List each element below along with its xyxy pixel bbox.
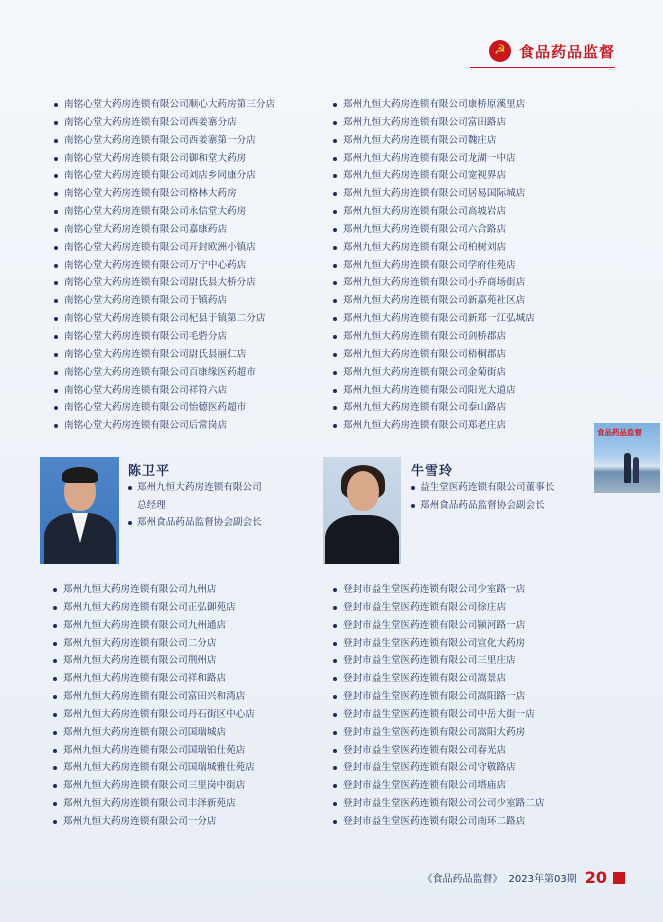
profile-title-item: 总经理 — [137, 499, 166, 511]
store-list-item — [53, 759, 255, 777]
store-name: 登封市益生堂医药连锁有限公司中岳大街一店 — [343, 708, 535, 720]
store-name: 登封市益生堂医药连锁有限公司春光店 — [343, 744, 507, 756]
store-list-item — [53, 777, 255, 795]
store-list-item — [54, 328, 275, 346]
portrait-face — [347, 471, 379, 511]
portrait-photo-niu — [323, 457, 401, 564]
store-list-item — [54, 239, 275, 257]
profile-titles-chen — [128, 479, 262, 532]
store-list-item — [333, 364, 535, 382]
store-name: 郑州九恒大药房连锁有限公司郑老庄店 — [343, 420, 507, 432]
store-list-item — [53, 635, 255, 653]
store-list-item — [53, 795, 255, 813]
store-list-item — [333, 742, 544, 760]
store-list-item — [333, 310, 535, 328]
store-list-item — [54, 346, 275, 364]
store-list-item — [333, 652, 544, 670]
store-name: 郑州九恒大药房连锁有限公司学府佳苑店 — [343, 259, 516, 271]
store-name: 登封市益生堂医药连锁有限公司宣化大药房 — [343, 637, 526, 649]
store-list-item — [333, 257, 535, 275]
store-name: 南铭心堂大药房连锁有限公司西姜寨分店 — [64, 116, 237, 128]
store-list-item — [53, 742, 255, 760]
store-name: 南铭心堂大药房连锁有限公司后常岗店 — [64, 420, 228, 432]
store-name: 登封市益生堂医药连锁有限公司徐庄店 — [343, 601, 507, 613]
store-name: 郑州九恒大药房连锁有限公司九州通店 — [63, 619, 227, 631]
store-list-item — [54, 132, 275, 150]
store-list-item — [333, 599, 544, 617]
profile-title-item: 郑州九恒大药房连锁有限公司 — [128, 479, 262, 497]
header-title: 食品药品监督 — [518, 42, 615, 61]
store-list-item — [333, 132, 535, 150]
store-list-item — [333, 150, 535, 168]
store-name: 登封市益生堂医药连锁有限公司南环二路店 — [343, 815, 526, 827]
store-list-item — [333, 167, 535, 185]
store-list-item — [54, 257, 275, 275]
store-list-item — [54, 382, 275, 400]
store-list-item — [53, 688, 255, 706]
store-list-item — [333, 221, 535, 239]
page-marker-square — [613, 872, 625, 884]
store-list-item — [54, 96, 275, 114]
store-name: 郑州九恒大药房连锁有限公司国瑞城店 — [63, 726, 227, 738]
header-divider — [470, 67, 615, 68]
store-list-item — [54, 114, 275, 132]
thumbnail-title: 食品药品监督 — [597, 428, 642, 437]
store-list-item — [333, 185, 535, 203]
store-name: 南铭心堂大药房连锁有限公司于镇药店 — [64, 295, 228, 307]
store-name: 南铭心堂大药房连锁有限公司顺心大药房第三分店 — [64, 99, 276, 110]
store-list-item — [333, 328, 535, 346]
store-list-item — [54, 203, 275, 221]
profile-name-chen: 陈卫平 — [128, 464, 171, 479]
store-list-item — [54, 399, 275, 417]
store-name: 南铭心堂大药房连锁有限公司万宁中心药店 — [64, 259, 247, 271]
store-name: 郑州九恒大药房连锁有限公司二分店 — [63, 637, 217, 649]
store-name: 南铭心堂大药房连锁有限公司永信堂大药房 — [64, 206, 247, 218]
store-name: 郑州九恒大药房连锁有限公司富田路店 — [343, 116, 507, 128]
store-name: 郑州九恒大药房连锁有限公司丰泽新苑店 — [63, 798, 236, 810]
store-name: 南铭心堂大药房连锁有限公司怡德医药超市 — [64, 402, 247, 414]
store-name: 郑州九恒大药房连锁有限公司小乔商场街店 — [343, 277, 526, 289]
store-list-item — [333, 399, 535, 417]
store-name: 郑州九恒大药房连锁有限公司富田兴和湾店 — [63, 691, 246, 703]
store-list-item — [54, 292, 275, 310]
store-list-item — [54, 364, 275, 382]
store-name: 南铭心堂大药房连锁有限公司尉氏县大桥分店 — [64, 277, 256, 289]
profile-title-item: 郑州食品药品监督协会副会长 — [411, 497, 554, 515]
store-list-item — [333, 382, 535, 400]
magazine-thumbnail — [594, 423, 660, 493]
page-number: 20 — [584, 868, 607, 887]
issue-label: 2023年第03期 — [508, 874, 577, 885]
store-name: 郑州九恒大药房连锁有限公司一分店 — [63, 815, 217, 827]
store-name: 登封市益生堂医药连锁有限公司三里庄店 — [343, 655, 516, 667]
store-name: 郑州九恒大药房连锁有限公司魏庄店 — [343, 134, 497, 146]
store-name: 郑州九恒大药房连锁有限公司正弘御苑店 — [63, 601, 236, 613]
store-list-item — [53, 599, 255, 617]
store-name: 南铭心堂大药房连锁有限公司刘店乡同康分店 — [64, 170, 256, 182]
page-header — [489, 40, 615, 62]
store-name: 登封市益生堂医药连锁有限公司少室路一店 — [343, 584, 526, 595]
store-name: 登封市益生堂医药连锁有限公司嵩阳路一店 — [343, 691, 526, 703]
store-name: 郑州九恒大药房连锁有限公司丹石街区中心店 — [63, 708, 255, 720]
store-list-item — [54, 185, 275, 203]
store-list-bottom-right — [333, 581, 544, 831]
store-list-item — [53, 706, 255, 724]
store-list-item — [333, 292, 535, 310]
journal-name: 《食品药品监督》 — [422, 874, 503, 885]
store-name: 郑州九恒大药房连锁有限公司六合路店 — [343, 223, 507, 235]
profile-title-item: 益生堂医药连锁有限公司董事长 — [411, 479, 554, 497]
store-list-item — [333, 724, 544, 742]
store-list-item — [53, 813, 255, 831]
store-name: 南铭心堂大药房连锁有限公司西姜寨第一分店 — [64, 134, 256, 146]
store-list-item — [333, 777, 544, 795]
store-name: 南铭心堂大药房连锁有限公司毛砦分店 — [64, 330, 228, 342]
store-name: 郑州九恒大药房连锁有限公司梧桐郡店 — [343, 348, 507, 360]
store-list-item — [54, 417, 275, 435]
store-list-item — [54, 150, 275, 168]
store-name: 郑州九恒大药房连锁有限公司泰山路店 — [343, 402, 507, 414]
store-name: 郑州九恒大药房连锁有限公司荆州店 — [63, 655, 217, 667]
store-name: 南铭心堂大药房连锁有限公司御和堂大药房 — [64, 152, 247, 164]
store-name: 郑州九恒大药房连锁有限公司国瑞城雅仕苑店 — [63, 762, 255, 774]
party-emblem-icon: ☭ — [489, 40, 511, 62]
store-list-item — [54, 221, 275, 239]
store-list-item — [333, 346, 535, 364]
store-name: 登封市益生堂医药连锁有限公司守敬路店 — [343, 762, 516, 774]
portrait-body — [325, 515, 399, 564]
store-name: 南铭心堂大药房连锁有限公司开封欧洲小镇店 — [64, 241, 256, 253]
store-list-item — [333, 688, 544, 706]
store-list-item — [333, 706, 544, 724]
store-list-item — [54, 310, 275, 328]
thumbnail-figure — [633, 457, 639, 483]
store-list-item — [333, 96, 535, 114]
store-name: 郑州九恒大药房连锁有限公司国瑞铂仕苑店 — [63, 744, 246, 756]
store-name: 郑州九恒大药房连锁有限公司柏树刘店 — [343, 241, 507, 253]
store-list-item — [333, 417, 535, 435]
store-name: 郑州九恒大药房连锁有限公司祥和路店 — [63, 673, 227, 685]
store-list-item — [333, 581, 544, 599]
store-list-item — [54, 167, 275, 185]
store-name: 登封市益生堂医药连锁有限公司公司少室路二店 — [343, 798, 545, 810]
store-name: 郑州九恒大药房连锁有限公司九州店 — [63, 584, 217, 595]
store-list-item — [333, 617, 544, 635]
page-footer — [423, 868, 625, 887]
store-list-bottom-left — [53, 581, 255, 831]
store-name: 登封市益生堂医药连锁有限公司嵩景店 — [343, 673, 507, 685]
store-list-item — [333, 635, 544, 653]
store-list-item — [53, 652, 255, 670]
store-list-top-right — [333, 96, 535, 435]
store-list-item — [333, 795, 544, 813]
store-name: 郑州九恒大药房连锁有限公司剑桥郡店 — [343, 330, 507, 342]
store-name: 郑州九恒大药房连锁有限公司康桥原溪里店 — [343, 99, 526, 110]
store-list-item — [333, 759, 544, 777]
store-name: 南铭心堂大药房连锁有限公司杞县于镇第二分店 — [64, 313, 266, 325]
store-list-item — [54, 274, 275, 292]
store-name: 登封市益生堂医药连锁有限公司塔庙店 — [343, 780, 507, 792]
store-list-item — [333, 239, 535, 257]
store-list-item — [53, 581, 255, 599]
profile-titles-niu — [411, 479, 554, 514]
store-name: 郑州九恒大药房连锁有限公司阳光大道店 — [343, 384, 516, 396]
store-name: 郑州九恒大药房连锁有限公司三里岗中街店 — [63, 780, 246, 792]
store-name: 郑州九恒大药房连锁有限公司金菊街店 — [343, 366, 507, 378]
store-name: 南铭心堂大药房连锁有限公司嘉康药店 — [64, 223, 228, 235]
store-name: 登封市益生堂医药连锁有限公司颍河路一店 — [343, 619, 526, 631]
store-list-item — [333, 203, 535, 221]
store-name: 郑州九恒大药房连锁有限公司高坡岩店 — [343, 206, 507, 218]
store-list-item — [333, 670, 544, 688]
profile-name-niu: 牛雪玲 — [411, 464, 454, 479]
profile-title-item: 郑州食品药品监督协会副会长 — [128, 514, 262, 532]
store-list-item — [333, 274, 535, 292]
store-list-top-left — [54, 96, 275, 435]
portrait-hair — [62, 467, 98, 483]
store-name: 郑州九恒大药房连锁有限公司新嘉苑社区店 — [343, 295, 526, 307]
store-list-item — [333, 114, 535, 132]
store-name: 南铭心堂大药房连锁有限公司百康缘医药超市 — [64, 366, 256, 378]
store-name: 南铭心堂大药房连锁有限公司祥符六店 — [64, 384, 228, 396]
store-name: 郑州九恒大药房连锁有限公司宽视界店 — [343, 170, 507, 182]
store-name: 郑州九恒大药房连锁有限公司新郑一江弘城店 — [343, 313, 535, 325]
store-list-item — [53, 724, 255, 742]
store-list-item — [53, 670, 255, 688]
store-name: 郑州九恒大药房连锁有限公司居易国际城店 — [343, 188, 526, 200]
thumbnail-figure — [624, 453, 631, 483]
portrait-photo-chen — [40, 457, 119, 564]
store-list-item — [333, 813, 544, 831]
store-name: 南铭心堂大药房连锁有限公司格林大药房 — [64, 188, 237, 200]
store-list-item — [53, 617, 255, 635]
store-name: 郑州九恒大药房连锁有限公司龙湖一中店 — [343, 152, 516, 164]
store-name: 南铭心堂大药房连锁有限公司尉氏县丽仁店 — [64, 348, 247, 360]
store-name: 登封市益生堂医药连锁有限公司嵩阳大药房 — [343, 726, 526, 738]
